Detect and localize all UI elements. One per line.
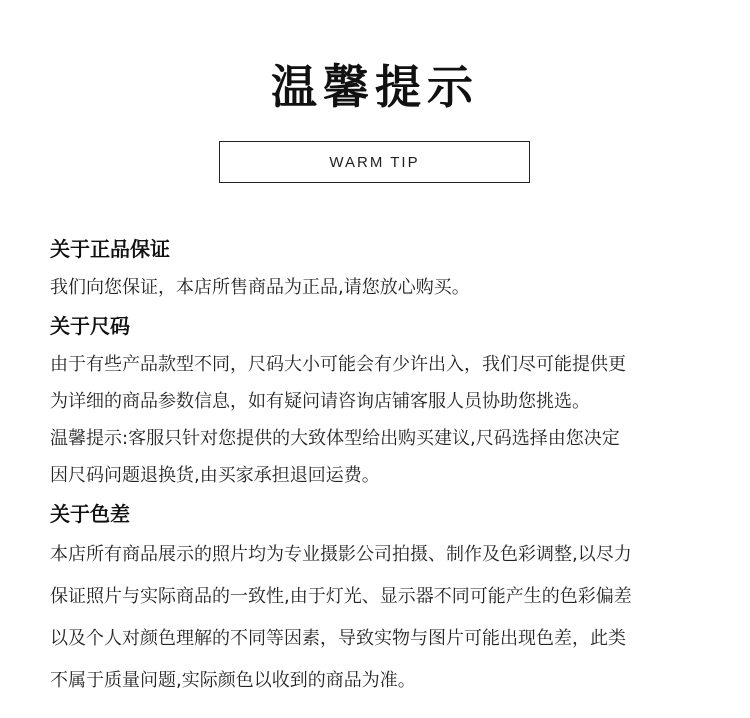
paragraph-line: 温馨提示:客服只针对您提供的大致体型给出购买建议,尺码选择由您决定 (50, 428, 620, 449)
notice-content (50, 229, 740, 702)
paragraph-line: 我们向您保证，本店所售商品为正品,请您放心购买。 (50, 277, 470, 298)
paragraph-line: 以及个人对颜色理解的不同等因素，导致实物与图片可能出现色差，此类 (50, 628, 626, 649)
paragraph-line: 本店所有商品展示的照片均为专业摄影公司拍摄、制作及色彩调整,以尽力 (50, 544, 632, 565)
paragraph-line: 不属于质量问题,实际颜色以收到的商品为准。 (50, 670, 416, 691)
section-heading-size: 关于尺码 (50, 314, 130, 338)
subtitle-text: WARM TIP (329, 153, 420, 171)
paragraph-line: 由于有些产品款型不同，尺码大小可能会有少许出入，我们尽可能提供更 (50, 354, 626, 375)
paragraph-line: 因尺码问题退换货,由买家承担退回运费。 (50, 465, 380, 486)
section-heading-color-difference: 关于色差 (50, 502, 130, 526)
paragraph-line: 为详细的商品参数信息，如有疑问请咨询店铺客服人员协助您挑选。 (50, 391, 590, 412)
section-heading-authenticity: 关于正品保证 (50, 237, 170, 261)
paragraph-line: 保证照片与实际商品的一致性,由于灯光、显示器不同可能产生的色彩偏差 (50, 586, 632, 607)
page-title: 温馨提示 (271, 60, 479, 114)
subtitle-badge (219, 141, 530, 183)
